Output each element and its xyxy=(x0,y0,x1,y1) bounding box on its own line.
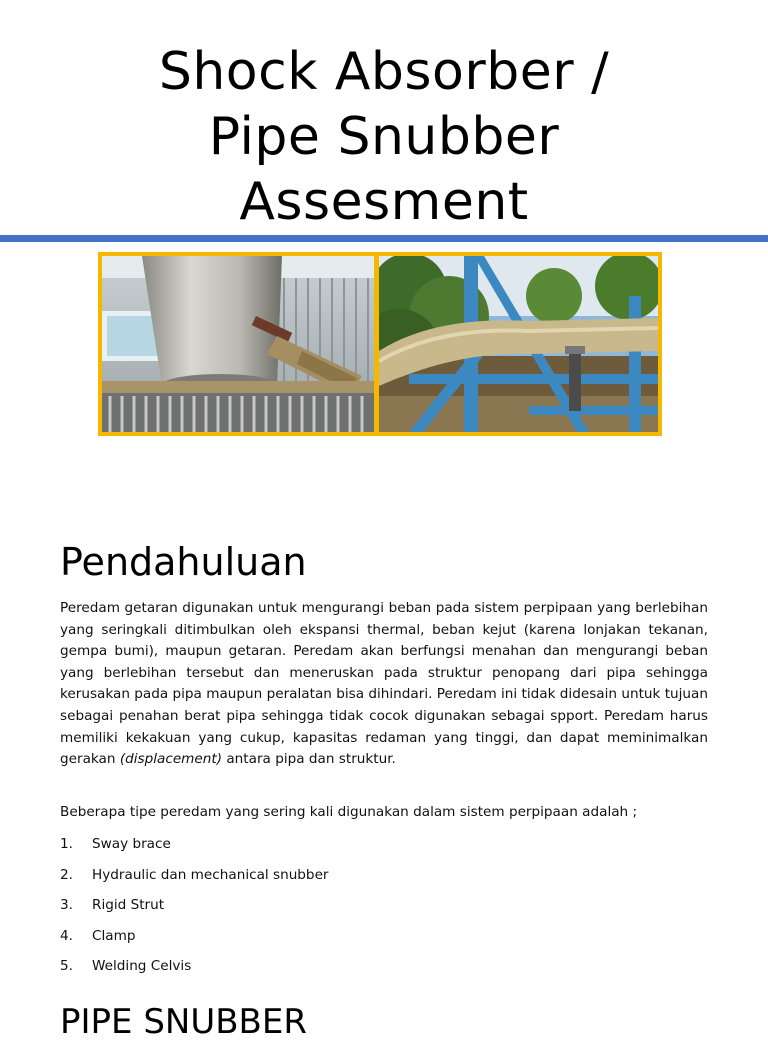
list-item xyxy=(60,833,329,864)
paragraph-text-start: Peredam getaran digunakan untuk mengurangi beban pada sistem perpipaan yang berlebihan yang seringkali ditimbulkan oleh ekspansi thermal, beban kejut (karena lonjakan tekanan, gempa bumi), maupun getaran. Peredam akan berfungsi menahan dan mengurangi beban yang berlebihan tersebut dan meneruskan pada struktur penopang dari pipa sehingga kerusakan pada pipa maupun peralatan bisa dihindari. Peredam ini tidak didesain untuk tujuan sebagai penahan berat pipa sehingga tidak cocok digunakan sebagai spport. Peredam harus memiliki kekakuan yang cukup, kapasitas redaman yang tinggi, dan dapat meminimalkan gerakan xyxy=(60,600,708,768)
list-item xyxy=(60,925,329,956)
list-item-number: 3. xyxy=(60,897,73,913)
list-item-label: Sway brace xyxy=(92,836,171,852)
list-item xyxy=(60,894,329,925)
intro-paragraph xyxy=(60,598,708,771)
title-divider xyxy=(0,235,768,242)
list-item-number: 4. xyxy=(60,927,73,944)
photo-strip xyxy=(98,252,662,436)
insulated-pipe-on-blue-steel-support-photo xyxy=(379,256,658,432)
list-item-number: 5. xyxy=(60,958,73,974)
list-item-label: Clamp xyxy=(92,927,136,944)
section-heading-pendahuluan: Pendahuluan xyxy=(60,540,307,584)
paragraph-text-end: antara pipa dan struktur. xyxy=(222,751,396,768)
pipe-with-snubber-near-grating-photo xyxy=(102,256,374,432)
list-item xyxy=(60,955,329,986)
title-line-2: Pipe Snubber xyxy=(208,107,560,167)
title-line-3: Assesment xyxy=(239,172,529,232)
types-intro-text: Beberapa tipe peredam yang sering kali digunakan dalam sistem perpipaan adalah ; xyxy=(60,804,638,820)
list-item-number: 2. xyxy=(60,866,73,883)
damper-type-list xyxy=(60,833,329,986)
list-item-label: Rigid Strut xyxy=(92,897,165,913)
list-item-number: 1. xyxy=(60,836,73,852)
list-item-label: Welding Celvis xyxy=(92,958,192,974)
pipe-snubber-photo-right xyxy=(379,256,658,432)
section-heading-pipe-snubber: PIPE SNUBBER xyxy=(60,1002,307,1042)
paragraph-italic-term: (displacement) xyxy=(119,751,223,768)
list-item xyxy=(60,864,329,895)
title-line-1: Shock Absorber / xyxy=(158,42,610,102)
list-item-label: Hydraulic dan mechanical snubber xyxy=(92,866,329,883)
page-title xyxy=(0,40,768,235)
pipe-snubber-photo-left xyxy=(102,256,374,432)
